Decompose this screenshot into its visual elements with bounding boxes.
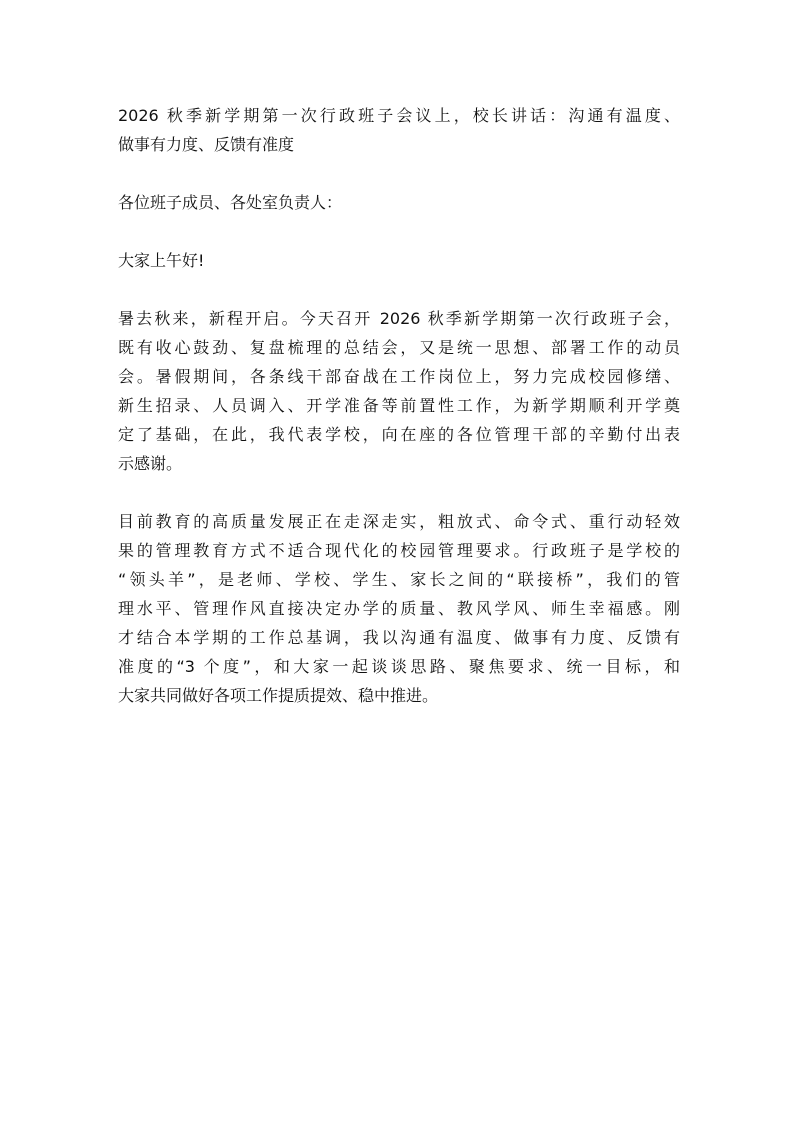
paragraph-line: 果的管理教育方式不适合现代化的校园管理要求。行政班子是学校的 [118,541,680,560]
paragraph-line: 会。暑假期间，各条线干部奋战在工作岗位上，努力完成校园修缮、 [118,367,680,386]
paragraph-line: “领头羊”，是老师、学校、学生、家长之间的“联接桥”，我们的管 [118,570,680,589]
document-title [118,101,680,159]
paragraph-line: 准度的“3 个度”，和大家一起谈谈思路、聚焦要求、统一目标，和 [118,657,680,676]
paragraph-line: 暑去秋来，新程开启。今天召开 2026 秋季新学期第一次行政班子会， [118,309,680,328]
document-body [118,101,680,739]
paragraph-line: 既有收心鼓劲、复盘梳理的总结会，又是统一思想、部署工作的动员 [118,338,680,357]
greeting-line: 大家上午好! [118,251,205,270]
salutation-line: 各位班子成员、各处室负责人： [118,193,343,212]
paragraph-line: 理水平、管理作风直接决定办学的质量、教风学风、师生幸福感。刚 [118,599,680,618]
title-line: 2026 秋季新学期第一次行政班子会议上，校长讲话：沟通有温度、 [118,106,680,125]
title-line: 做事有力度、反馈有准度 [118,135,295,154]
paragraph-2 [118,507,680,710]
paragraph-line: 定了基础，在此，我代表学校，向在座的各位管理干部的辛勤付出表 [118,425,680,444]
paragraph-line: 大家共同做好各项工作提质提效、稳中推进。 [118,686,439,705]
paragraph-line: 才结合本学期的工作总基调，我以沟通有温度、做事有力度、反馈有 [118,628,680,647]
paragraph-line: 示感谢。 [118,454,183,473]
greeting [118,246,680,275]
salutation [118,188,680,217]
paragraph-1 [118,304,680,478]
paragraph-line: 目前教育的高质量发展正在走深走实，粗放式、命令式、重行动轻效 [118,512,680,531]
paragraph-line: 新生招录、人员调入、开学准备等前置性工作，为新学期顺利开学奠 [118,396,680,415]
